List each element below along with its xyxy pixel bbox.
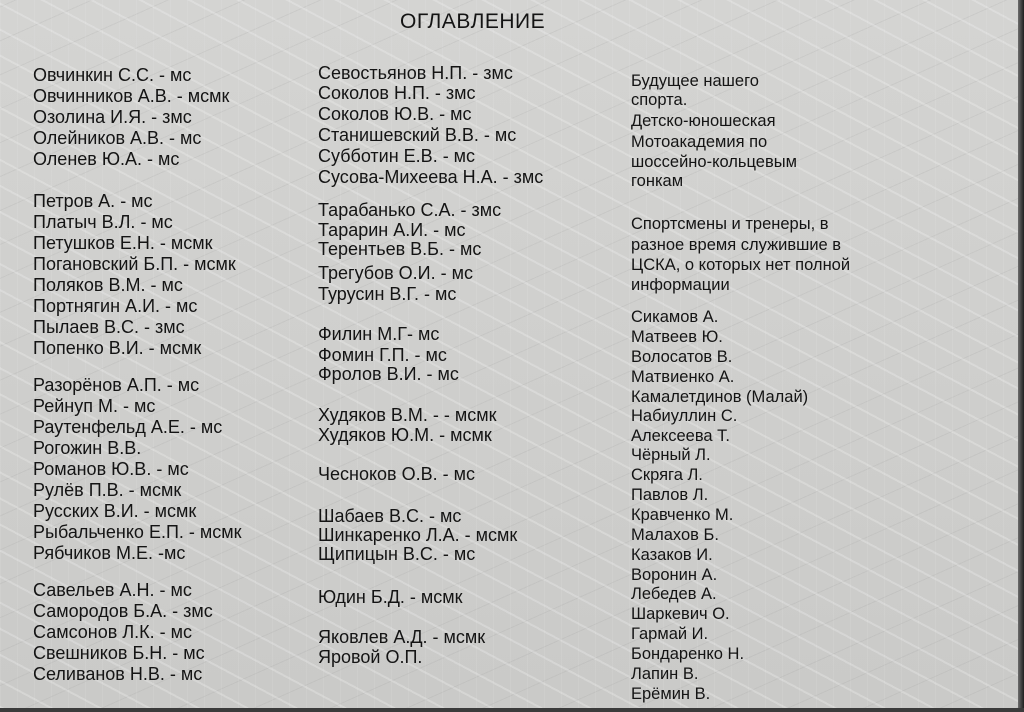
- contents-entry: Олейников А.В. - мс: [33, 128, 202, 148]
- contents-entry: Сусова-Михеева Н.А. - змс: [318, 167, 544, 187]
- contents-entry: Субботин Е.В. - мс: [318, 146, 476, 166]
- page-title: ОГЛАВЛЕНИЕ: [400, 10, 546, 33]
- contents-entry: Лапин В.: [631, 665, 699, 683]
- contents-entry: Павлов Л.: [631, 486, 709, 504]
- contents-entry: Оленев Ю.А. - мс: [33, 149, 180, 169]
- contents-entry: Самсонов Л.К. - мс: [33, 622, 192, 642]
- contents-entry: Овчинников А.В. - мсмк: [33, 86, 230, 106]
- contents-entry: Разорёнов А.П. - мс: [33, 375, 200, 395]
- contents-entry: Щипицын В.С. - мс: [318, 544, 476, 564]
- contents-entry: Станишевский В.В. - мс: [318, 125, 517, 145]
- contents-entry: Раутенфельд А.Е. - мс: [33, 417, 223, 437]
- contents-entry: Шабаев В.С. - мс: [318, 506, 462, 526]
- contents-entry: Русских В.И. - мсмк: [33, 501, 197, 521]
- contents-entry: Рябчиков М.Е. -мс: [33, 543, 186, 563]
- contents-entry: Самородов Б.А. - змс: [33, 601, 213, 621]
- contents-entry: Алексеева Т.: [631, 427, 730, 445]
- contents-entry: Овчинкин С.С. - мс: [33, 65, 192, 85]
- contents-entry: Чёрный Л.: [631, 446, 711, 464]
- contents-entry: Лебедев А.: [631, 585, 717, 603]
- contents-entry: Турусин В.Г. - мс: [318, 284, 457, 304]
- contents-entry: Яровой О.П.: [318, 647, 423, 667]
- contents-entry: Поляков В.М. - мс: [33, 275, 183, 295]
- contents-entry: Филин М.Г- мс: [318, 324, 440, 344]
- contents-entry: Матвиенко А.: [631, 368, 735, 386]
- contents-entry: Худяков В.М. - - мсмк: [318, 405, 497, 425]
- contents-entry: Рыбальченко Е.П. - мсмк: [33, 522, 242, 542]
- contents-entry: Фролов В.И. - мс: [318, 364, 459, 384]
- contents-entry: Детско-юношеская: [631, 112, 776, 130]
- contents-entry: Терентьев В.Б. - мс: [318, 239, 482, 259]
- contents-entry: Сикамов А.: [631, 308, 719, 326]
- contents-entry: Свешников Б.Н. - мс: [33, 643, 205, 663]
- contents-entry: Рогожин В.В.: [33, 438, 142, 458]
- contents-entry: Пылаев В.С. - змс: [33, 317, 185, 337]
- contents-entry: Воронин А.: [631, 566, 718, 584]
- contents-entry: Будущее нашего: [631, 72, 759, 90]
- contents-entry: Озолина И.Я. - змс: [33, 107, 192, 127]
- contents-entry: Шаркевич О.: [631, 605, 730, 623]
- contents-entry: гонкам: [631, 172, 684, 190]
- contents-entry: спорта.: [631, 91, 688, 109]
- contents-entry: Шинкаренко Л.А. - мсмк: [318, 525, 518, 545]
- contents-entry: Гармай И.: [631, 625, 709, 643]
- contents-entry: Севостьянов Н.П. - змс: [318, 63, 513, 83]
- contents-entry: Селиванов Н.В. - мс: [33, 664, 203, 684]
- contents-entry: Фомин Г.П. - мс: [318, 345, 447, 365]
- contents-entry: Волосатов В.: [631, 348, 733, 366]
- contents-entry: Петушков Е.Н. - мсмк: [33, 233, 213, 253]
- contents-entry: Савельев А.Н. - мс: [33, 580, 192, 600]
- contents-entry: разное время служившие в: [631, 236, 842, 254]
- contents-entry: Платыч В.Л. - мс: [33, 212, 173, 232]
- contents-entry: Рулёв П.В. - мсмк: [33, 480, 182, 500]
- page-edge-shadow: [1018, 0, 1024, 712]
- contents-entry: Соколов Ю.В. - мс: [318, 104, 472, 124]
- contents-entry: Рейнуп М. - мс: [33, 396, 156, 416]
- contents-entry: Малахов Б.: [631, 526, 719, 544]
- page-bottom-shadow: [0, 708, 1024, 712]
- contents-entry: информации: [631, 276, 730, 294]
- contents-entry: Яковлев А.Д. - мсмк: [318, 627, 486, 647]
- contents-entry: Камалетдинов (Малай): [631, 388, 809, 406]
- contents-entry: Спортсмены и тренеры, в: [631, 215, 829, 233]
- contents-entry: Портнягин А.И. - мс: [33, 296, 198, 316]
- contents-entry: Скряга Л.: [631, 466, 703, 484]
- contents-entry: Кравченко М.: [631, 506, 734, 524]
- contents-entry: Петров А. - мс: [33, 191, 153, 211]
- contents-entry: Попенко В.И. - мсмк: [33, 338, 202, 358]
- contents-entry: Набиуллин С.: [631, 407, 738, 425]
- contents-entry: шоссейно-кольцевым: [631, 153, 797, 171]
- contents-entry: ЦСКА, о которых нет полной: [631, 256, 851, 274]
- contents-entry: Погановский Б.П. - мсмк: [33, 254, 236, 274]
- contents-entry: Тарабанько С.А. - змс: [318, 200, 502, 220]
- contents-entry: Казаков И.: [631, 546, 713, 564]
- contents-entry: Худяков Ю.М. - мсмк: [318, 425, 492, 445]
- contents-entry: Юдин Б.Д. - мсмк: [318, 587, 463, 607]
- contents-entry: Тарарин А.И. - мс: [318, 220, 466, 240]
- contents-entry: Матвеев Ю.: [631, 328, 723, 346]
- contents-entry: Трегубов О.И. - мс: [318, 263, 473, 283]
- contents-entry: Соколов Н.П. - змс: [318, 83, 476, 103]
- contents-entry: Мотоакадемия по: [631, 133, 768, 151]
- contents-entry: Чесноков О.В. - мс: [318, 464, 475, 484]
- contents-entry: Романов Ю.В. - мс: [33, 459, 189, 479]
- contents-entry: Бондаренко Н.: [631, 645, 745, 663]
- contents-entry: Ерёмин В.: [631, 685, 711, 703]
